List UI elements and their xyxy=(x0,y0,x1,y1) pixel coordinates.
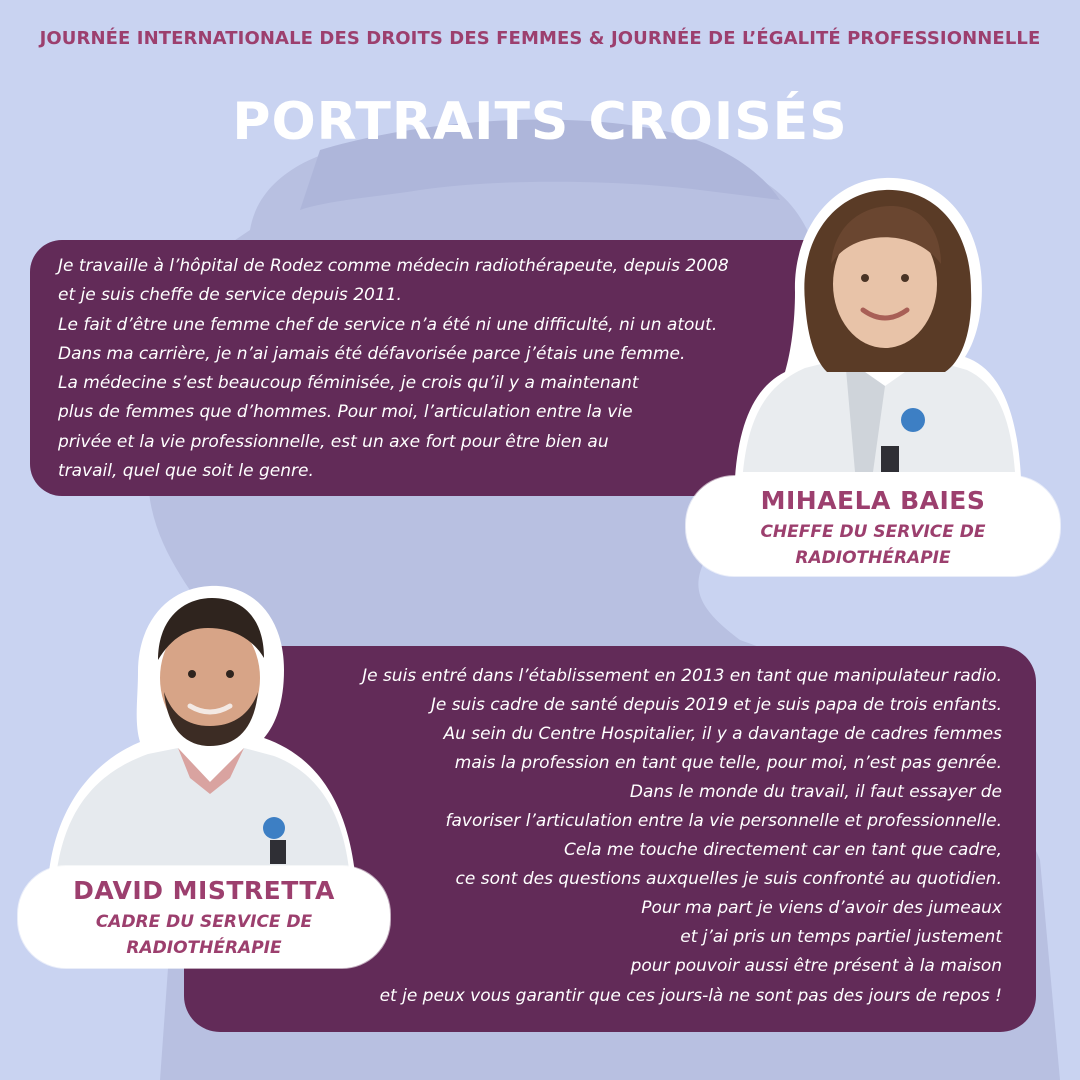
person-name: MIHAELA BAIES xyxy=(760,486,986,515)
quote-line: Cela me touche directement car en tant que cadre, xyxy=(564,840,1002,860)
event-heading: JOURNÉE INTERNATIONALE DES DROITS DES FEMMES & JOURNÉE DE L’ÉGALITÉ PROFESSIONNELLE xyxy=(39,28,1041,49)
quote-line: mais la profession en tant que telle, pour moi, n’est pas genrée. xyxy=(454,753,1002,773)
role-line: RADIOTHÉRAPIE xyxy=(795,548,951,568)
quote-line: La médecine s’est beaucoup féminisée, je crois qu’il y a maintenant xyxy=(58,373,639,393)
quote-line: et j’ai pris un temps partiel justement xyxy=(680,927,1002,947)
pocket-pens xyxy=(270,840,286,864)
quote-line: privée et la vie professionnelle, est un axe fort pour être bien au xyxy=(58,432,609,452)
portrait-photo-mihaela xyxy=(735,172,1023,478)
person-name: DAVID MISTRETTA xyxy=(73,876,335,905)
person-role xyxy=(18,909,390,961)
eye-right xyxy=(901,274,909,282)
quote-line: travail, quel que soit le genre. xyxy=(58,461,314,481)
quote-line: Dans le monde du travail, il faut essayer de xyxy=(629,782,1002,802)
quote-line: pour pouvoir aussi être présent à la maison xyxy=(630,956,1002,976)
quote-line: et je peux vous garantir que ces jours-là ne sont pas des jours de repos ! xyxy=(379,986,1002,1006)
name-card-mihaela xyxy=(686,476,1060,576)
eye-left xyxy=(861,274,869,282)
quote-line: Je travaille à l’hôpital de Rodez comme médecin radiothérapeute, depuis 2008 xyxy=(58,256,729,276)
person-role xyxy=(686,519,1060,571)
role-line: CHEFFE DU SERVICE DE xyxy=(760,522,986,542)
pocket-pens xyxy=(881,446,899,472)
quote-line: Pour ma part je viens d’avoir des jumeaux xyxy=(641,898,1002,918)
quote-line: favoriser l’articulation entre la vie personnelle et professionnelle. xyxy=(445,811,1002,831)
quote-line: plus de femmes que d’hommes. Pour moi, l’articulation entre la vie xyxy=(58,402,633,422)
page-title: PORTRAITS CROISÉS xyxy=(232,92,848,152)
name-card-david xyxy=(18,866,390,968)
quote-line: et je suis cheffe de service depuis 2011. xyxy=(58,285,402,305)
quote-line: Au sein du Centre Hospitalier, il y a davantage de cadres femmes xyxy=(443,724,1002,744)
eye-right xyxy=(226,670,234,678)
quote-line: ce sont des questions auxquelles je suis confronté au quotidien. xyxy=(455,869,1002,889)
hospital-logo-badge xyxy=(263,817,285,839)
quote-line: Je suis cadre de santé depuis 2019 et je suis papa de trois enfants. xyxy=(430,695,1002,715)
role-line: CADRE DU SERVICE DE xyxy=(95,912,313,932)
eye-left xyxy=(188,670,196,678)
quote-line: Dans ma carrière, je n’ai jamais été défavorisée parce j’étais une femme. xyxy=(58,344,686,364)
role-line: RADIOTHÉRAPIE xyxy=(126,938,282,958)
hospital-logo-badge xyxy=(901,408,925,432)
quote-line: Le fait d’être une femme chef de service n’a été ni une difficulté, ni un atout. xyxy=(58,315,718,335)
quote-line: Je suis entré dans l’établissement en 2013 en tant que manipulateur radio. xyxy=(362,666,1002,686)
portrait-photo-david xyxy=(48,582,358,882)
